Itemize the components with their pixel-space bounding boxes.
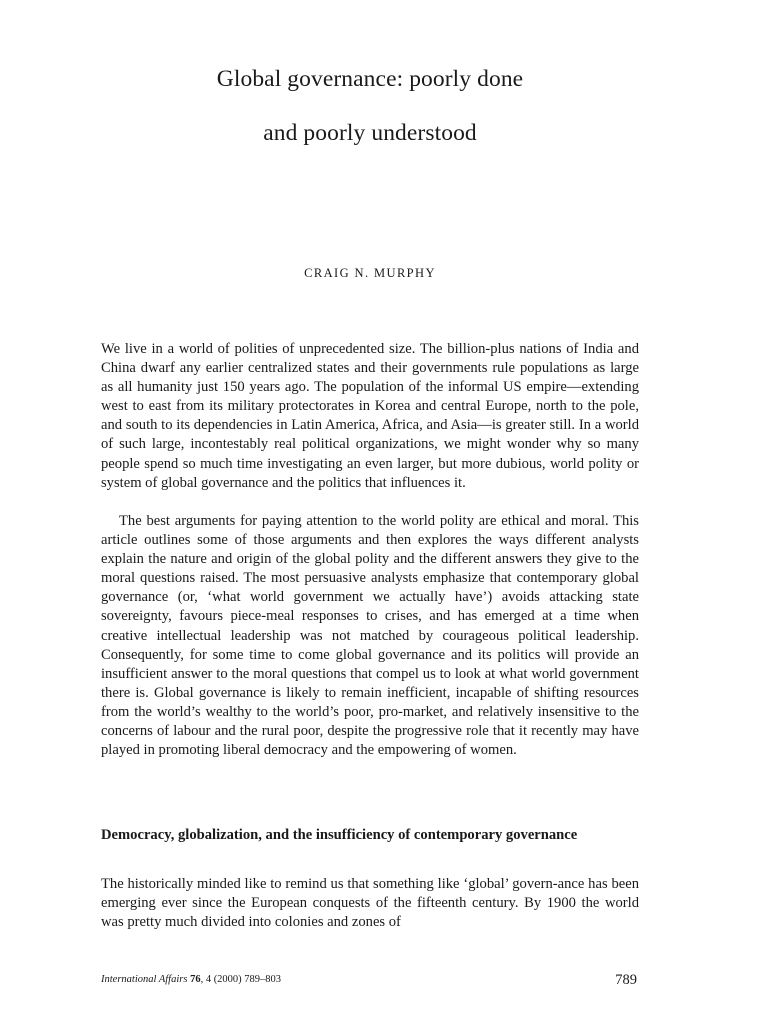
page-number: 789 xyxy=(615,972,637,988)
article-title-line-2: and poorly understood xyxy=(263,120,477,146)
journal-name: International Affairs xyxy=(101,974,188,985)
author-name: CRAIG N. MURPHY xyxy=(304,266,436,280)
body-paragraph-2: The best arguments for paying attention to the world polity are ethical and moral. This article outlines some of those arguments and then explores the ways different analysts explain the nature and origin of the global polity and the different answers they give to the moral questions raised. The most persuasive analysts emphasize that contemporary global governance (or, ‘what world government we actually have’) avoids attacking state sovereignty, favours piece-meal responses to crises, and has emerged at a time when creative intellectual leadership was not matched by courageous political leadership. Consequently, for some time to come global governance and its politics will provide an insufficient answer to the moral questions that compel us to look at what world government there is. Global governance is likely to remain inefficient, incapable of shifting resources from the world’s wealthy to the world’s poor, pro-market, and relatively insensitive to the concerns of labour and the rural poor, despite the progressive role that it recently may have played in promoting liberal democracy and the empowering of women. xyxy=(101,513,639,759)
section-heading: Democracy, globalization, and the insufficiency of contemporary governance xyxy=(101,827,578,843)
journal-volume: 76 xyxy=(190,974,201,985)
journal-citation xyxy=(101,974,281,985)
article-title-line-1: Global governance: poorly done xyxy=(216,66,524,92)
journal-issue-pages: , 4 (2000) 789–803 xyxy=(200,974,282,985)
body-paragraph-1: We live in a world of polities of unprecedented size. The billion-plus nations of India and China dwarf any earlier centralized states and their governments rule populations as large as all humanity just 150 years ago. The population of the informal US empire—extending west to east from its military protectorates in Korea and central Europe, north to the pole, and south to its dependencies in Latin America, Africa, and Asia—is greater still. In a world of such large, incontestably real political organizations, we might wonder why so many people spend so much time investigating an even larger, but more dubious, world polity or system of global governance and the politics that influences it. xyxy=(101,341,639,491)
page-footer xyxy=(101,972,639,992)
section-paragraph: The historically minded like to remind us that something like ‘global’ govern-ance has been emerging ever since the European conquests of the fifteenth century. By 1900 the world was pretty much divided into colonies and zones of xyxy=(101,876,639,931)
